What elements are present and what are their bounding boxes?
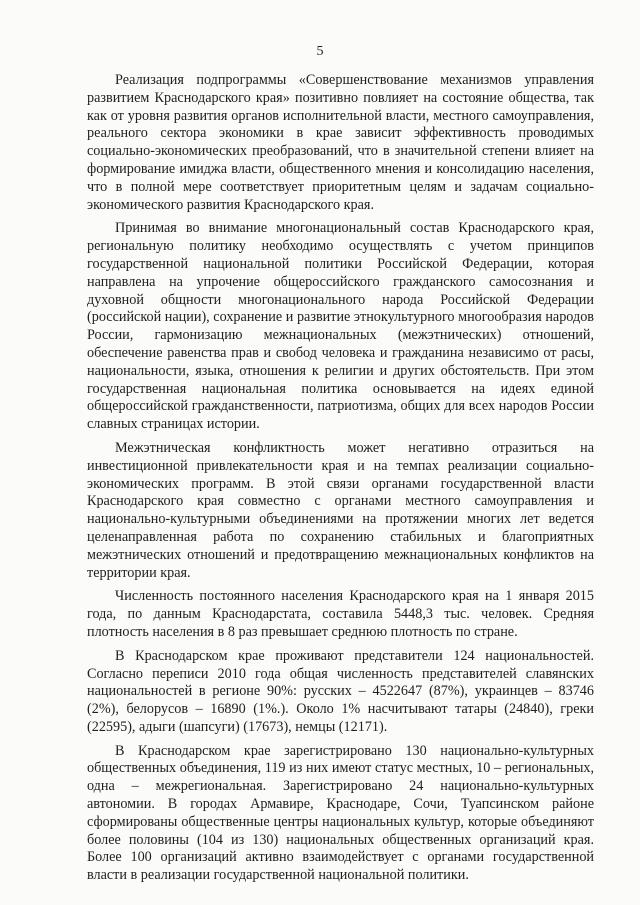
paragraph-population: Численность постоянного населения Краснодарского края на 1 января 2015 года, по данным Краснодарстата, составила 5448,3 тыс. человек. Средняя плотность населения в 8 раз превышает среднюю плотность по стране. <box>87 588 594 640</box>
document-body <box>87 72 594 891</box>
paragraph-national-policy: Принимая во внимание многонациональный состав Краснодарского края, региональную политику необходимо осуществлять с учетом принципов государственной национальной политики Российской Федерации, которая направлена на упрочение общероссийского гражданского самосознания и духовной общности многонационального народа Российской Федерации (российской нации), сохранение и развитие этнокультурного многообразия народов России, гармонизацию межнациональных (межэтнических) отношений, обеспечение равенства прав и свобод человека и гражданина независимо от расы, национальности, языка, отношения к религии и других обстоятельств. При этом государственная национальная политика основывается на идеях единой общероссийской гражданственности, патриотизма, общих для всех народов России славных страницах истории. <box>87 220 594 433</box>
paragraph-cultural-associations: В Краснодарском крае зарегистрировано 130 национально-культурных общественных объединения, 119 из них имеют статус местных, 10 – региональных, одна – межрегиональная. Зарегистрировано 24 национально-культурных автономии. В городах Армавире, Краснодаре, Сочи, Туапсинском районе сформированы общественные центры национальных культур, которые объединяют более половины (104 из 130) национальных общественных организаций края. Более 100 организаций активно взаимодействует с органами государственной власти в реализации государственной национальной политики. <box>87 742 594 884</box>
paragraph-nationalities: В Краснодарском крае проживают представители 124 национальностей. Согласно переписи 2010 года общая численность представителей славянских национальностей в регионе 90%: русских – 4522647 (87%), украинцев – 83746 (2%), белорусов – 16890 (1%.). Около 1% насчитывают татары (24840), греки (22595), адыги (шапсуги) (17673), немцы (12171). <box>87 647 594 735</box>
paragraph-subprogram-impact: Реализация подпрограммы «Совершенствование механизмов управления развитием Краснодарского края» позитивно повлияет на состояние общества, так как от уровня развития органов исполнительной власти, местного самоуправления, реального сектора экономики в крае зависит эффективность проводимых социально-экономических преобразований, что в значительной степени влияет на формирование имиджа власти, общественного мнения и консолидацию населения, что в полной мере соответствует приоритетным целям и задачам социально-экономического развития Краснодарского края. <box>87 72 594 213</box>
page-number: 5 <box>316 44 324 59</box>
paragraph-interethnic-conflict: Межэтническая конфликтность может негативно отразиться на инвестиционной привлекательности края и на темпах реализации социально-экономических программ. В этой связи органами государственной власти Краснодарского края совместно с органами местного самоуправления и национально-культурными объединениями на протяжении многих лет ведется целенаправленная работа по сохранению стабильных и благоприятных межэтнических отношений и предотвращению межнациональных конфликтов на территории края. <box>87 439 594 581</box>
